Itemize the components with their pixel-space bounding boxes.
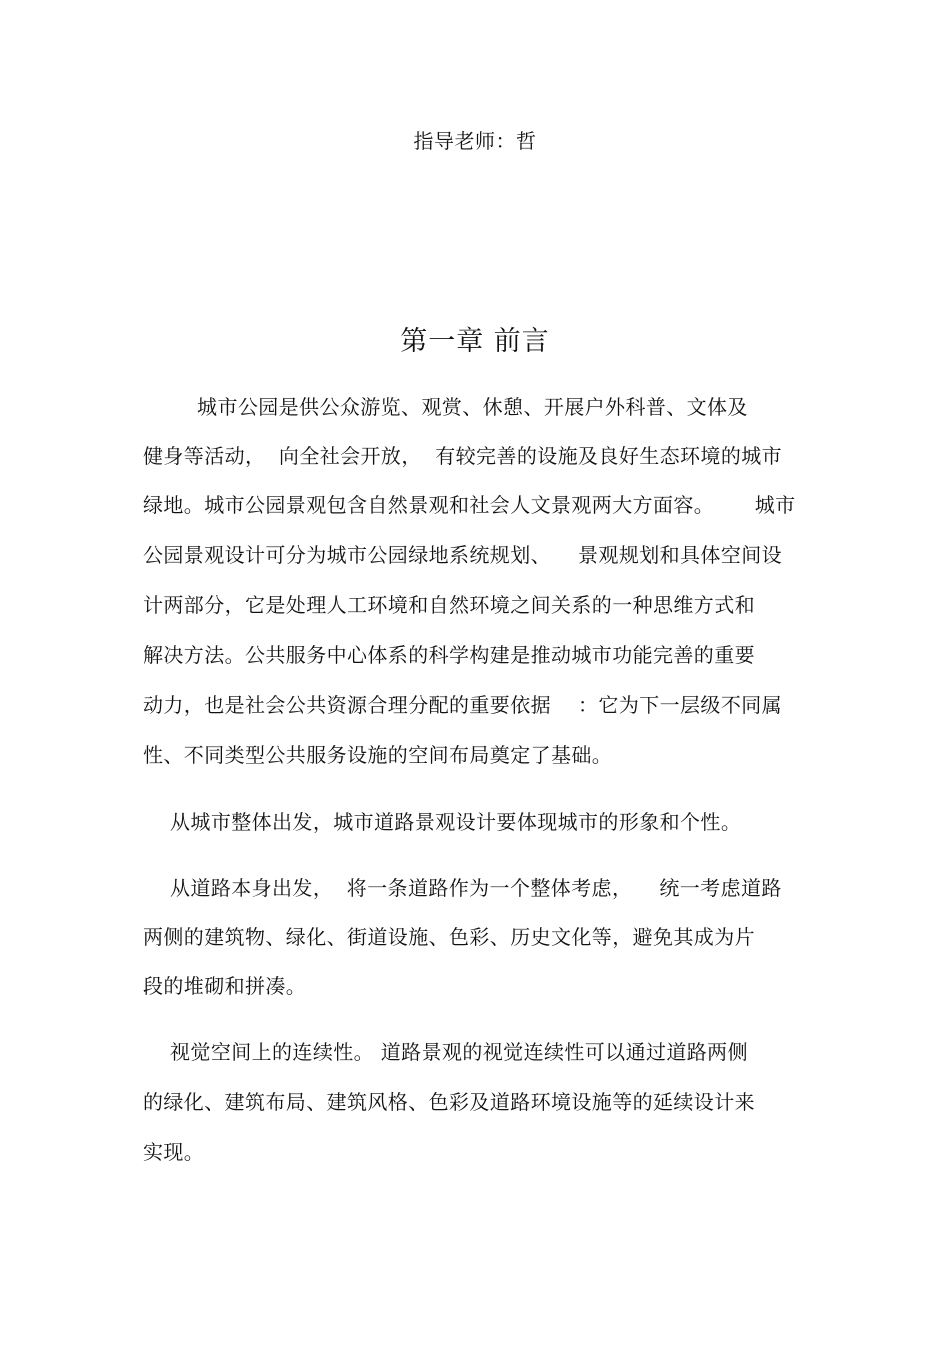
paragraph-3-line-1: 从道路本身出发， 将一条道路作为一个整体考虑， 统一考虑道路 xyxy=(143,876,782,900)
paragraph-3-line-2: 两侧的建筑物、绿化、街道设施、色彩、历史文化等，避免其成为片 xyxy=(143,925,755,949)
chapter-title: 第一章 前言 xyxy=(400,326,550,357)
paragraph-4-line-1: 视觉空间上的连续性。 道路景观的视觉连续性可以通过道路两侧 xyxy=(143,1040,748,1064)
paragraph-2-line-1: 从城市整体出发，城市道路景观设计要体现城市的形象和个性。 xyxy=(143,810,742,834)
paragraph-1-line-4: 公园景观设计可分为城市公园绿地系统规划、 景观规划和具体空间设 xyxy=(143,543,783,567)
paragraph-1-line-5: 计两部分，它是处理人工环境和自然环境之间关系的一种思维方式和 xyxy=(143,593,755,617)
paragraph-4-line-2: 的绿化、建筑布局、建筑风格、色彩及道路环境设施等的延续设计来 xyxy=(143,1090,755,1114)
paragraph-3-line-3: 段的堆砌和拼凑。 xyxy=(143,974,307,998)
paragraph-1-line-3: 绿地。城市公园景观包含自然景观和社会人文景观两大方面容。 城市 xyxy=(143,493,796,517)
advisor-line: 指导老师：哲 xyxy=(413,129,537,153)
paragraph-1-line-6: 解决方法。公共服务中心体系的科学构建是推动城市功能完善的重要 xyxy=(143,643,755,667)
paragraph-1-line-1: 城市公园是供公众游览、观赏、休憩、开展户外科普、文体及 xyxy=(143,395,748,419)
paragraph-4-line-3: 实现。 xyxy=(143,1140,205,1164)
paragraph-1-line-8: 性、不同类型公共服务设施的空间布局奠定了基础。 xyxy=(143,743,613,767)
paragraph-1-line-7: 动力，也是社会公共资源合理分配的重要依据 ：它为下一层级不同属 xyxy=(143,693,783,717)
paragraph-1-line-2: 健身等活动， 向全社会开放， 有较完善的设施及良好生态环境的城市 xyxy=(143,444,783,468)
